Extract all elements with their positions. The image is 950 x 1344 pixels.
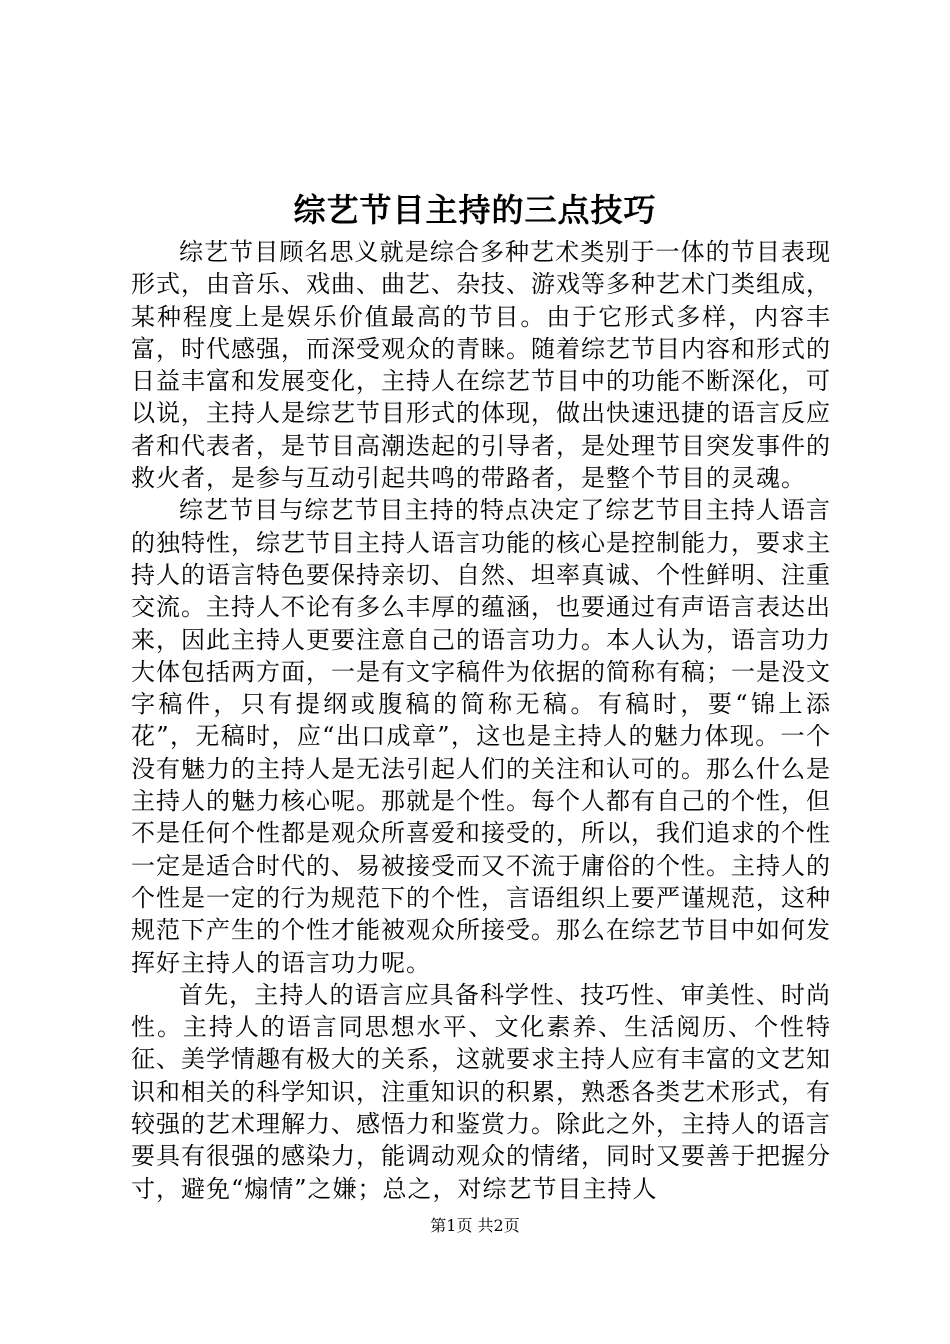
- document-title: 综艺节目主持的三点技巧: [293, 191, 657, 229]
- paragraph-1: 综艺节目顾名思义就是综合多种艺术类别于一体的节目表现形式，由音乐、戏曲、曲艺、杂技、游戏等多种艺术门类组成，某种程度上是娱乐价值最高的节目。由于它形式多样，内容丰富，时代感强，而深受观众的青睐。随着综艺节目内容和形式的日益丰富和发展变化，主持人在综艺节目中的功能不断深化，可以说，主持人是综艺节目形式的体现，做出快速迅捷的语言反应者和代表者，是节目高潮迭起的引导者，是处理节目突发事件的救火者，是参与互动引起共鸣的带路者，是整个节目的灵魂。: [131, 238, 831, 493]
- paragraph-3: 首先，主持人的语言应具备科学性、技巧性、审美性、时尚性。主持人的语言同思想水平、文化素养、生活阅历、个性特征、美学情趣有极大的关系，这就要求主持人应有丰富的文艺知识和相关的科学知识，注重知识的积累，熟悉各类艺术形式，有较强的艺术理解力、感悟力和鉴赏力。除此之外，主持人的语言要具有很强的感染力，能调动观众的情绪，同时又要善于把握分寸，避免“煽情”之嫌；总之，对综艺节目主持人: [131, 980, 831, 1203]
- page-footer: 第1页 共2页: [430, 1216, 520, 1235]
- paragraph-2: 综艺节目与综艺节目主持的特点决定了综艺节目主持人语言的独特性，综艺节目主持人语言功能的核心是控制能力，要求主持人的语言特色要保持亲切、自然、坦率真诚、个性鲜明、注重交流。主持人不论有多么丰厚的蕴涵，也要通过有声语言表达出来，因此主持人更要注意自己的语言功力。本人认为，语言功力大体包括两方面，一是有文字稿件为依据的简称有稿；一是没文字稿件，只有提纲或腹稿的简称无稿。有稿时，要“锦上添花”，无稿时，应“出口成章”，这也是主持人的魅力体现。一个没有魅力的主持人是无法引起人们的关注和认可的。那么什么是主持人的魅力核心呢。那就是个性。每个人都有自己的个性，但不是任何个性都是观众所喜爱和接受的，所以，我们追求的个性一定是适合时代的、易被接受而又不流于庸俗的个性。主持人的个性是一定的行为规范下的个性，言语组织上要严谨规范，这种规范下产生的个性才能被观众所接受。那么在综艺节目中如何发挥好主持人的语言功力呢。: [131, 496, 831, 977]
- document-body: [131, 236, 831, 1205]
